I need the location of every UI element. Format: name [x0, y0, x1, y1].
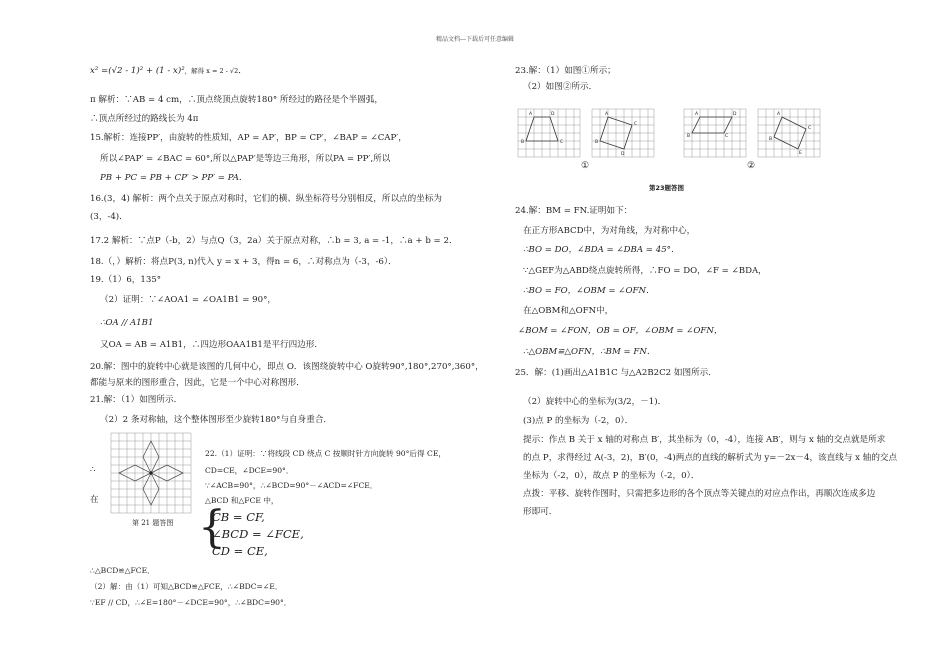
q24-line2: 在正方形ABCD中，为对角线，为对称中心，: [523, 226, 696, 236]
q22-line2: CD=CE，∠DCE=90°．: [205, 466, 294, 475]
q20-line1: 20.解：图中的旋转中心就是该图的几何中心，即点 O．该图绕旋转中心 O旋转90°,180°,270°,360°，: [90, 362, 484, 372]
line-l2: π 解析：∵AB = 4 cm，∴顶点绕顶点旋转180° 所经过的路径是个半圆弧，: [90, 95, 384, 105]
equation-system-brace: {: [198, 502, 226, 553]
system-line3: CD = CE,: [212, 544, 268, 558]
q22-line3: ∵∠ACB=90°，∴∠BCD=90°－∠ACD=∠FCE．: [205, 481, 378, 490]
q15-line2: 所以∠PAP′ = ∠BAC = 60°,所以△PAP′是等边三角形，所以PA = PP′,所以: [100, 154, 391, 164]
zai-text: 在: [90, 495, 99, 505]
figure-23-label-2: ②: [747, 161, 756, 171]
figure-21-caption: 第 21 题答图: [132, 519, 174, 527]
svg-text:A: A: [605, 112, 609, 117]
q25-hint-line3: 坐标为（-2，0），故点 P 的坐标为（-2，0）．: [523, 471, 700, 481]
q16-line2: (3，-4)．: [90, 212, 128, 222]
q25-line2: （2）旋转中心的坐标为(3/2，－1)．: [523, 397, 667, 407]
figure-23-grid-4: [757, 108, 821, 160]
q25-tip-line1: 点拨：平移、旋转作图时，只需把多边形的各个顶点等关键点的对应点作出，再顺次连成多边: [523, 489, 876, 499]
q19-line3: ∴OA // A1B1: [100, 318, 154, 328]
svg-text:B: B: [595, 140, 599, 145]
q22-part2-line1: （2）解：由（1）可知△BCD≌△FCE，∴∠BDC=∠E．: [90, 582, 283, 591]
q24-line4: ∵△GEF为△ABD绕点旋转所得，∴FO = DO，∠F = ∠BDA，: [523, 266, 767, 276]
system-line1: CB = CF,: [212, 510, 265, 524]
svg-text:C: C: [560, 140, 564, 145]
q19-line2: （2）证明：∵∠AOA1 = ∠OA1B1 = 90°，: [100, 295, 277, 305]
svg-text:D: D: [733, 112, 737, 117]
q25-tip-line2: 形即可．: [523, 507, 558, 517]
q25-hint-line2: 的点 P，求得经过 A(-3，2)，B′(0，-4)两点的直线的解析式为 y=－2x－4，该直线与 x 轴的交点: [523, 453, 898, 463]
q19-line1: 19.（1）6，135°: [90, 275, 162, 285]
svg-text:A: A: [529, 112, 533, 117]
q24-line7: ∠BOM = ∠FON，OB = OF，∠OBM = ∠OFN，: [518, 326, 723, 336]
q15-line1: 15.解析：连接PP′，由旋转的性质知，AP = AP′，BP = CP′，∠BAP = ∠CAP′，: [90, 133, 407, 143]
svg-text:B: B: [769, 137, 773, 142]
page-header: 精品文档---下载后可任意编辑: [435, 36, 515, 43]
q15-line3: PB + PC = PB + CP′ > PP′ = PA．: [100, 173, 248, 183]
q24-line6: 在△OBM和△OFN中，: [523, 306, 614, 316]
q21-line1: 21.解：（1）如图所示．: [90, 395, 183, 405]
q23-line2: （2）如图②所示．: [523, 82, 598, 92]
svg-text:B: B: [521, 140, 525, 145]
svg-text:C: C: [634, 122, 638, 127]
svg-text:B: B: [687, 134, 691, 139]
svg-text:E: E: [799, 151, 802, 156]
q19-line4: 又OA = AB = A1B1，∴四边形OAA1B1是平行四边形．: [100, 340, 323, 350]
q18-line: 18.（，）解析：将点P(3, n)代入 y = x + 3，得n = 6，∴对称点为（-3，-6）．: [90, 257, 397, 267]
svg-text:D: D: [621, 152, 625, 157]
q24-line5: ∴BO = FO，∠OBM = ∠OFN．: [523, 286, 655, 296]
q24-line1: 24.解：BM = FN.证明如下：: [515, 206, 633, 216]
figure-23-grid-2: [591, 108, 655, 160]
system-line2: ∠BCD = ∠FCE,: [212, 527, 304, 541]
q22-conclusion: ∴△BCD≌△FCE．: [90, 566, 155, 575]
figure-23-label-1: ①: [581, 161, 590, 171]
punctuation: ．: [238, 66, 247, 76]
svg-text:A: A: [777, 112, 781, 117]
figure-23-grid-1: [517, 108, 581, 160]
q25-line3: (3)点 P 的坐标为（-2，0）．: [523, 416, 634, 426]
svg-text:C: C: [808, 126, 812, 131]
equation-solution: ，解得 x = 2 - √2: [184, 67, 239, 75]
svg-text:C: C: [725, 134, 729, 139]
line-l3: ∴顶点所经过的路线长为 4π: [90, 114, 199, 124]
q17-line: 17.2 解析：∵点P（-b，2）与点Q（3，2a）关于原点对称，∴b = 3, a = -1，∴a + b = 2．: [90, 236, 458, 246]
figure-23-grid-3: [683, 108, 747, 160]
q24-line8: ∴△OBM≌△OFN，∴BM = FN．: [523, 347, 656, 357]
svg-text:D: D: [551, 112, 555, 117]
q16-line1: 16.(3，4) 解析：两个点关于原点对称时，它们的横、纵坐标符号分别相反，所以点的坐标为: [90, 194, 443, 204]
figure-21-grid: [110, 432, 192, 514]
q22-line4: △BCD 和△FCE 中，: [205, 496, 279, 505]
equation: x² =(√2 - 1)² + (1 - x)²: [90, 66, 185, 76]
q25-line1: 25．解：(1)画出△A1B1C 与△A2B2C2 如图所示．: [515, 368, 717, 378]
q21-line2: （2）2 条对称轴，这个整体图形至少旋转180°与自身重合．: [100, 415, 333, 425]
q22-line1: 22.（1）证明：∵将线段 CD 绕点 C 按顺时针方向旋转 90°后得 CE，: [205, 449, 446, 458]
q22-part2-line2: ∵EF // CD，∴∠E=180°－∠DCE=90°，∴∠BDC=90°．: [90, 598, 292, 607]
line-l1: [90, 66, 247, 77]
q20-line2: 都能与原来的图形重合，因此，它是一个中心对称图形．: [90, 378, 305, 388]
q24-line3: ∴BO = DO，∠BDA = ∠DBA = 45°．: [523, 245, 680, 255]
q25-hint-line1: 提示：作点 B 关于 x 轴的对称点 B′，其坐标为（0，-4），连接 AB′，则与 x 轴的交点就是所求: [523, 435, 886, 445]
svg-text:A: A: [695, 112, 699, 117]
figure-23-caption: 第23题答图: [649, 184, 685, 192]
therefore-symbol: ∴: [90, 465, 96, 475]
q23-line1: 23.解：（1）如图①所示；: [515, 66, 616, 76]
